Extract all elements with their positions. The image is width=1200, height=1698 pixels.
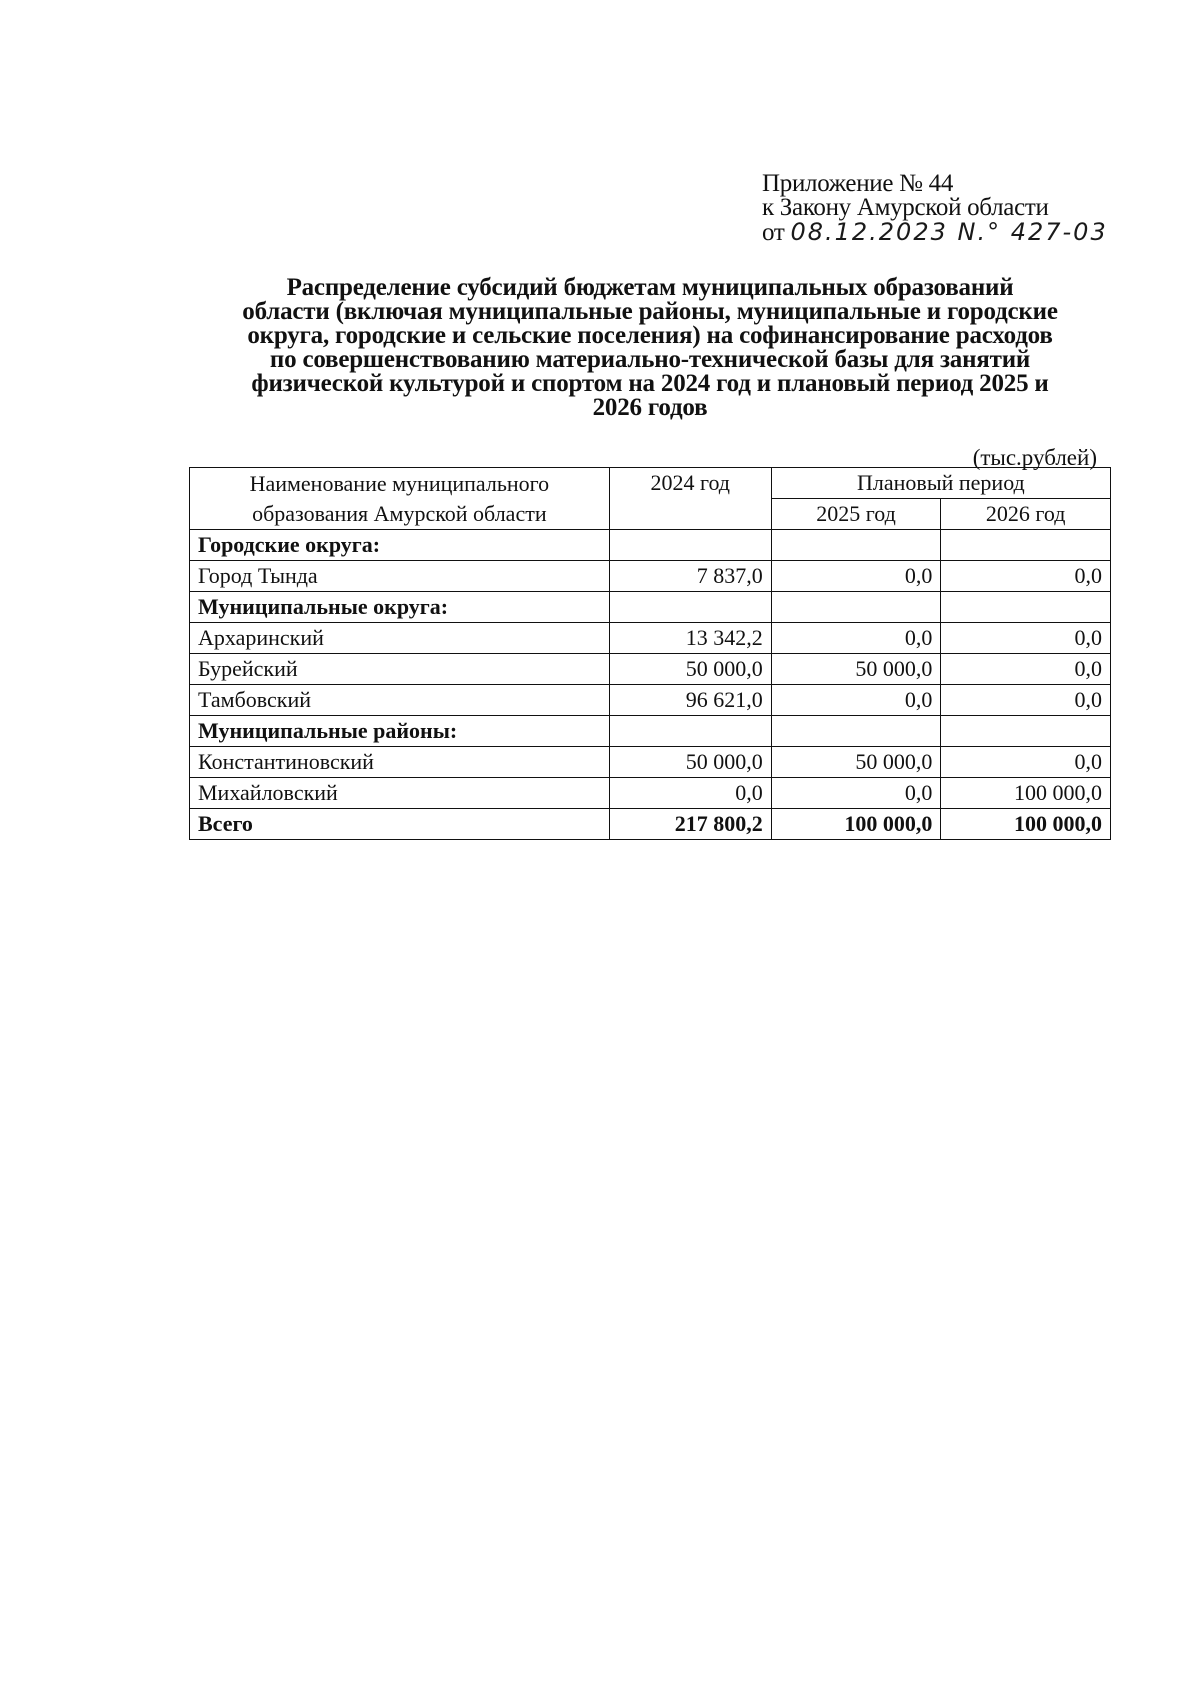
cell-2024: 50 000,0 [609,747,771,778]
cell-municipality: Константиновский [190,747,610,778]
cell-municipality: Бурейский [190,654,610,685]
cell-2026: 0,0 [941,561,1111,592]
cell-2026: 0,0 [941,623,1111,654]
cell-2026: 0,0 [941,654,1111,685]
cell-municipality: Тамбовский [190,685,610,716]
cell-2026: 0,0 [941,685,1111,716]
header-municipality-name [190,468,610,530]
section-row [190,530,1111,561]
document-title [180,276,1120,420]
table-row [190,685,1111,716]
cell-2025: 50 000,0 [771,654,941,685]
title-line: по совершенствованию материально-технической базы для занятий [269,346,1031,373]
handwritten-date-number: 08.12.2023 N.° 427-03 [790,218,1108,246]
header-planned-period: Плановый период [771,468,1110,499]
cell-2026: 0,0 [941,747,1111,778]
title-line: округа, городские и сельские поселения) на софинансирование расходов [247,322,1053,349]
cell-2025: 50 000,0 [771,747,941,778]
appendix-reference [762,172,1108,245]
cell-2024 [609,716,771,747]
cell-municipality: Муниципальные районы: [190,716,610,747]
table-row [190,654,1111,685]
cell-2026 [941,592,1111,623]
cell-2024: 7 837,0 [609,561,771,592]
cell-2024: 217 800,2 [609,809,771,840]
table-row [190,561,1111,592]
title-line: области (включая муниципальные районы, муниципальные и городские [242,298,1058,325]
total-row [190,809,1111,840]
section-row [190,716,1111,747]
cell-municipality: Михайловский [190,778,610,809]
cell-2025: 0,0 [771,778,941,809]
header-name-line: Наименование муниципального [249,471,550,496]
title-line: физической культурой и спортом на 2024 год и плановый период 2025 и [251,370,1049,397]
cell-2024 [609,530,771,561]
cell-2025 [771,716,941,747]
cell-2025: 0,0 [771,623,941,654]
cell-municipality: Муниципальные округа: [190,592,610,623]
cell-2026 [941,530,1111,561]
cell-2026: 100 000,0 [941,778,1111,809]
appendix-date-prefix: от [762,219,785,246]
cell-municipality: Всего [190,809,610,840]
table-body [190,530,1111,840]
cell-2025: 0,0 [771,561,941,592]
cell-2025 [771,592,941,623]
cell-2026 [941,716,1111,747]
cell-2026: 100 000,0 [941,809,1111,840]
header-year-2024: 2024 год [609,468,771,530]
cell-2024: 13 342,2 [609,623,771,654]
cell-2025: 0,0 [771,685,941,716]
section-row [190,592,1111,623]
header-year-2026: 2026 год [941,499,1111,530]
cell-2025 [771,530,941,561]
cell-2025: 100 000,0 [771,809,941,840]
title-line: Распределение субсидий бюджетам муниципальных образований [286,274,1014,301]
appendix-date-line [762,220,1108,245]
cell-municipality: Городские округа: [190,530,610,561]
cell-municipality: Город Тында [190,561,610,592]
table-row [190,778,1111,809]
header-year-2025: 2025 год [771,499,941,530]
header-name-line: образования Амурской области [252,501,547,526]
appendix-law: к Закону Амурской области [762,194,1049,221]
table-row [190,747,1111,778]
units-label: (тыс.рублей) [972,445,1097,470]
cell-2024: 50 000,0 [609,654,771,685]
cell-2024: 0,0 [609,778,771,809]
cell-municipality: Архаринский [190,623,610,654]
table-row [190,623,1111,654]
appendix-number: Приложение № 44 [762,170,954,197]
cell-2024: 96 621,0 [609,685,771,716]
title-line: 2026 годов [592,394,708,421]
subsidy-allocation-table [189,467,1111,840]
cell-2024 [609,592,771,623]
